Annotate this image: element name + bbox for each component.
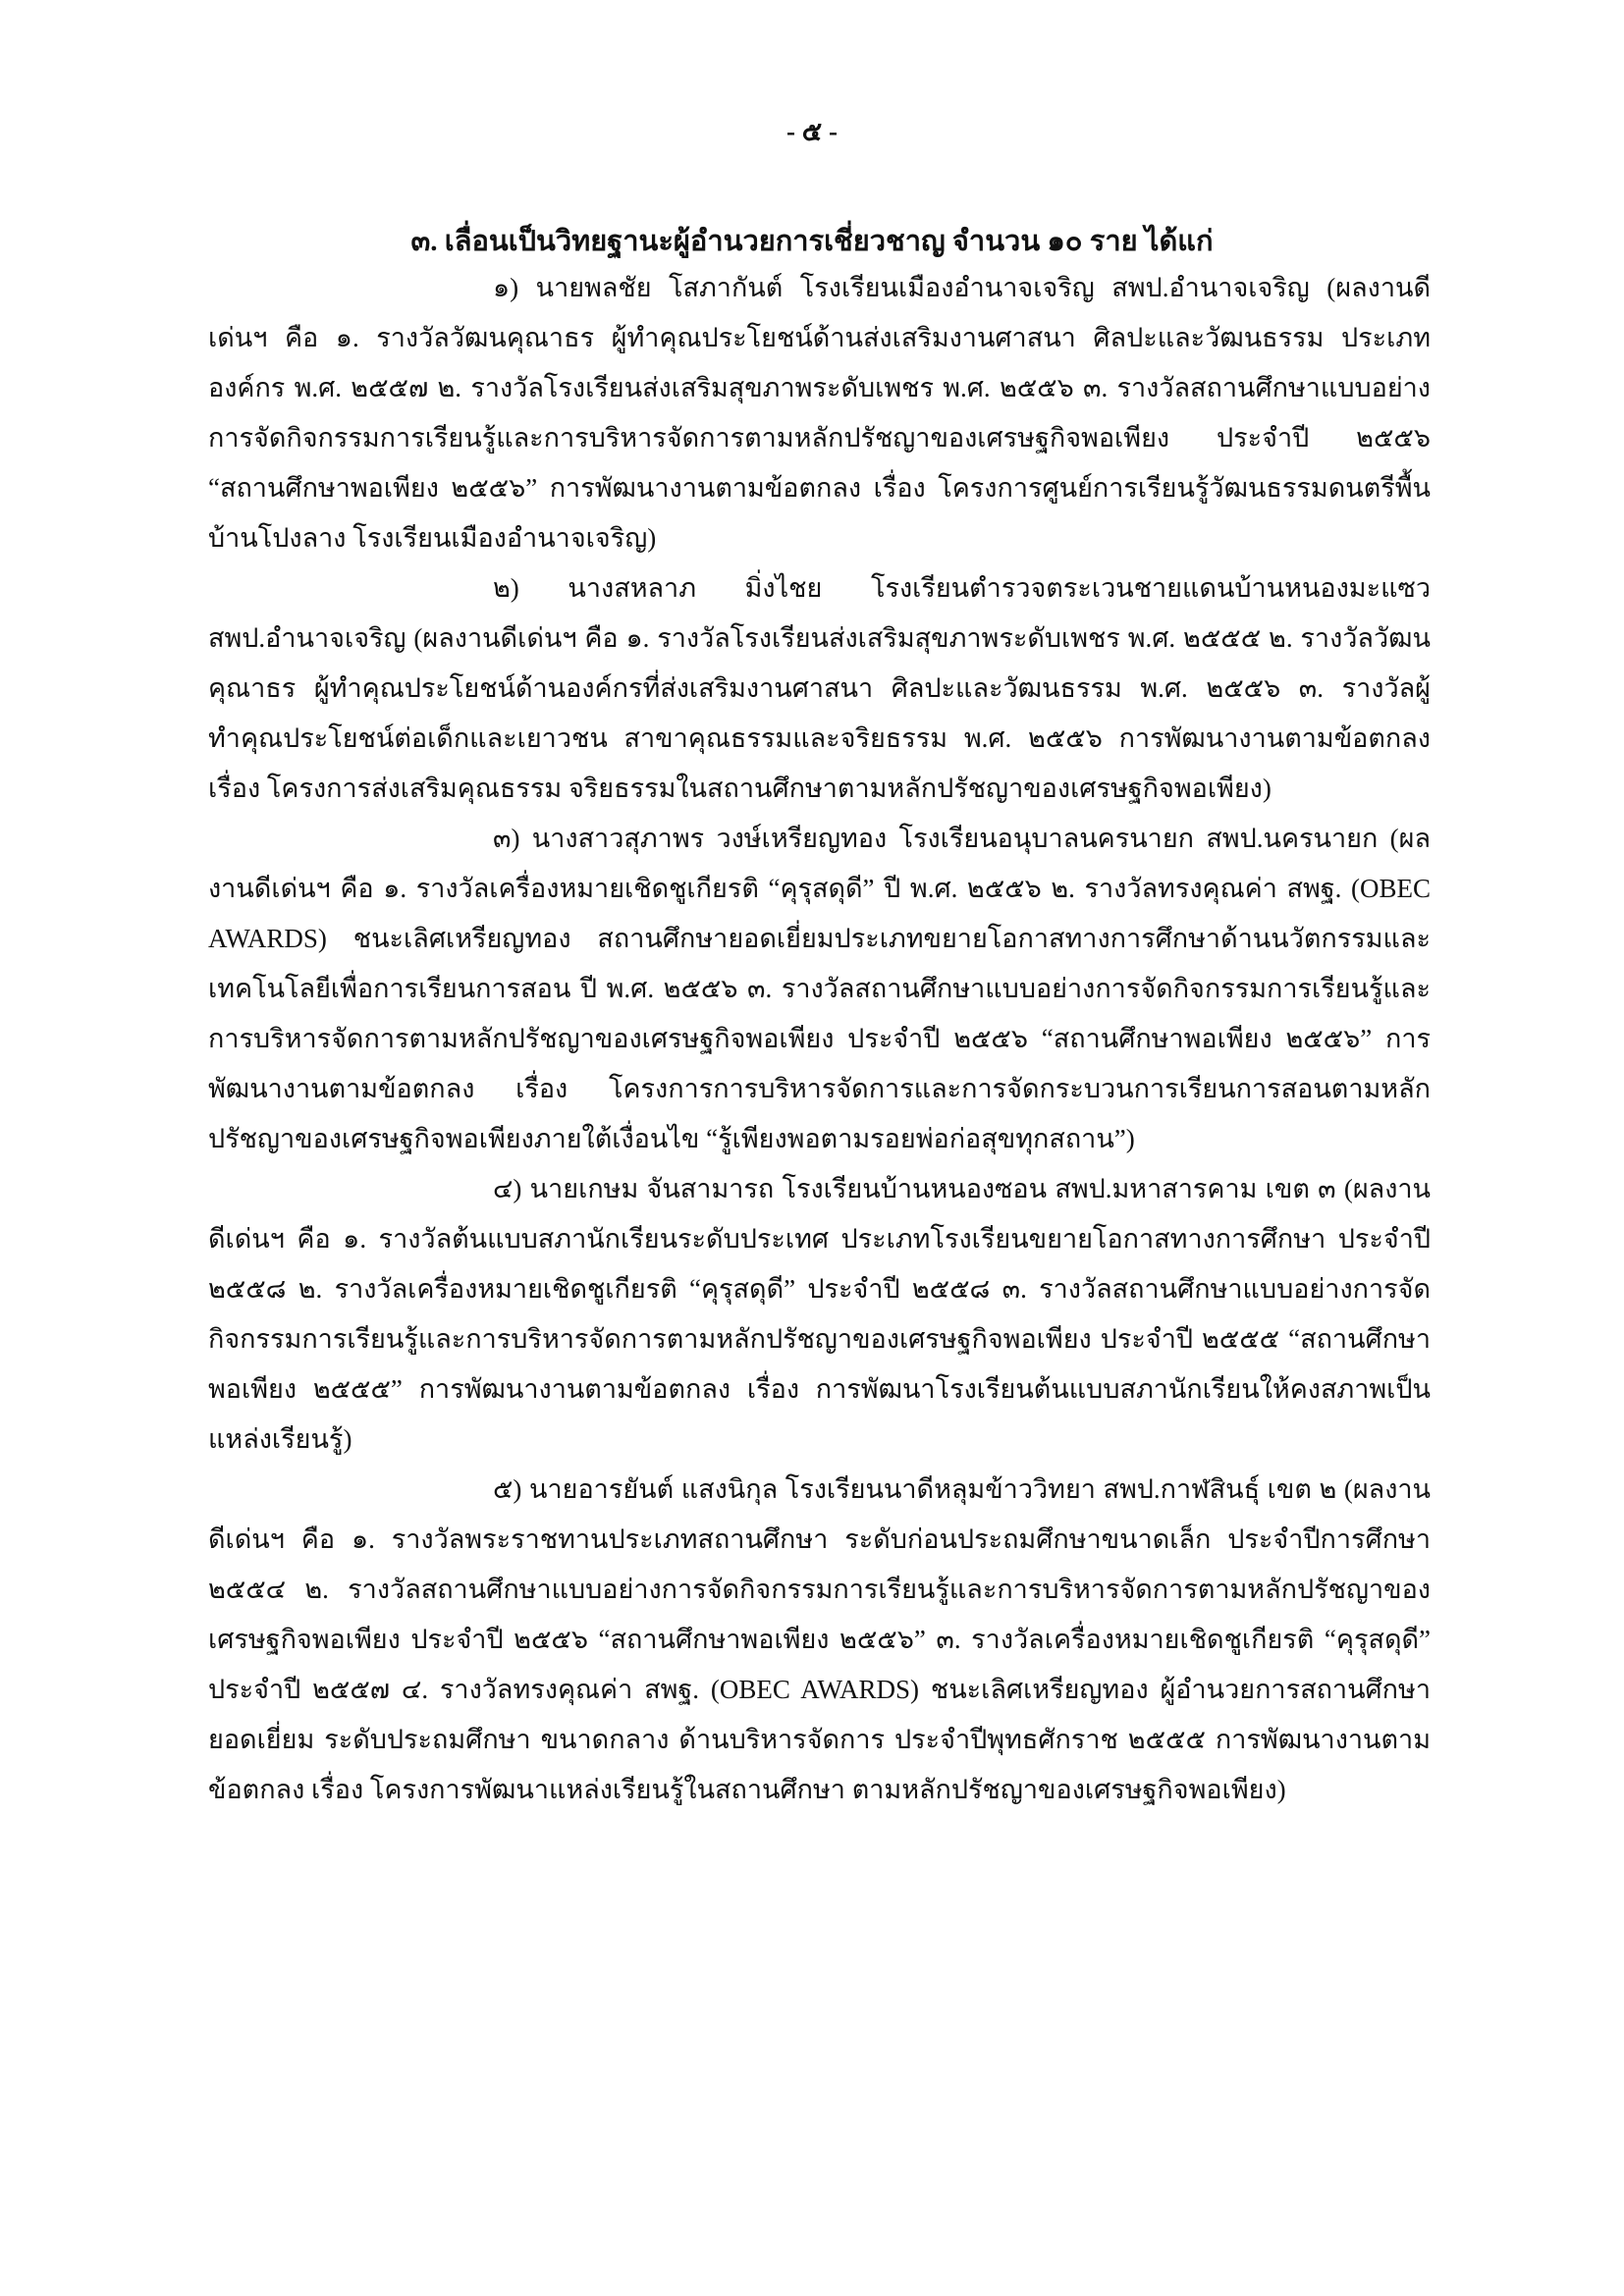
entry-3: ๓) นางสาวสุภาพร วงษ์เหรียญทอง โรงเรียนอนุบาลนครนายก สพป.นครนายก (ผลงานดีเด่นฯ คือ ๑. รางวัลเครื่องหมายเชิดชูเกียรติ “คุรุสดุดี” ปี พ.ศ. ๒๕๕๖ ๒. รางวัลทรงคุณค่า สพฐ. (OBEC AWARDS) ชนะเลิศเหรียญทอง สถานศึกษายอดเยี่ยมประเภทขยายโอกาสทางการศึกษาด้านนวัตกรรมและเทคโนโลยีเพื่อการเรียนการสอน ปี พ.ศ. ๒๕๕๖ ๓. รางวัลสถานศึกษาแบบอย่างการจัดกิจกรรมการเรียนรู้และการบริหารจัดการตามหลักปรัชญาของเศรษฐกิจพอเพียง ประจำปี ๒๕๕๖ “สถานศึกษาพอเพียง ๒๕๕๖” การพัฒนางานตามข้อตกลง เรื่อง โครงการการบริหารจัดการและการจัดกระบวนการเรียนการสอนตามหลักปรัชญาของเศรษฐกิจพอเพียงภายใต้เงื่อนไข “รู้เพียงพอตามรอยพ่อก่อสุขทุกสถาน”) xyxy=(208,824,1431,1153)
entry-4: ๔) นายเกษม จันสามารถ โรงเรียนบ้านหนองซอน สพป.มหาสารคาม เขต ๓ (ผลงานดีเด่นฯ คือ ๑. รางวัลต้นแบบสภานักเรียนระดับประเทศ ประเภทโรงเรียนขยายโอกาสทางการศึกษา ประจำปี ๒๕๕๘ ๒. รางวัลเครื่องหมายเชิดชูเกียรติ “คุรุสดุดี” ประจำปี ๒๕๕๘ ๓. รางวัลสถานศึกษาแบบอย่างการจัดกิจกรรมการเรียนรู้และการบริหารจัดการตามหลักปรัชญาของเศรษฐกิจพอเพียง ประจำปี ๒๕๕๕ “สถานศึกษาพอเพียง ๒๕๕๕” การพัฒนางานตามข้อตกลง เรื่อง การพัฒนาโรงเรียนต้นแบบสภานักเรียนให้คงสภาพเป็นแหล่งเรียนรู้) xyxy=(208,1174,1431,1454)
entry-5: ๕) นายอารยันต์ แสงนิกุล โรงเรียนนาดีหลุมข้าววิทยา สพป.กาฬสินธุ์ เขต ๒ (ผลงานดีเด่นฯ คือ ๑. รางวัลพระราชทานประเภทสถานศึกษา ระดับก่อนประถมศึกษาขนาดเล็ก ประจำปีการศึกษา ๒๕๕๔ ๒. รางวัลสถานศึกษาแบบอย่างการจัดกิจกรรมการเรียนรู้และการบริหารจัดการตามหลักปรัชญาของเศรษฐกิจพอเพียง ประจำปี ๒๕๕๖ “สถานศึกษาพอเพียง ๒๕๕๖” ๓. รางวัลเครื่องหมายเชิดชูเกียรติ “คุรุสดุดี” ประจำปี ๒๕๕๗ ๔. รางวัลทรงคุณค่า สพฐ. (OBEC AWARDS) ชนะเลิศเหรียญทอง ผู้อำนวยการสถานศึกษายอดเยี่ยม ระดับประถมศึกษา ขนาดกลาง ด้านบริหารจัดการ ประจำปีพุทธศักราช ๒๕๕๕ การพัฒนางานตามข้อตกลง เรื่อง โครงการพัฒนาแหล่งเรียนรู้ในสถานศึกษา ตามหลักปรัชญาของเศรษฐกิจพอเพียง) xyxy=(208,1474,1431,1804)
page-number: - ๕ - xyxy=(786,117,838,146)
entry-2: ๒) นางสหลาภ มิ่งไชย โรงเรียนตำรวจตระเวนชายแดนบ้านหนองมะแซว สพป.อำนาจเจริญ (ผลงานดีเด่นฯ คือ ๑. รางวัลโรงเรียนส่งเสริมสุขภาพระดับเพชร พ.ศ. ๒๕๕๕ ๒. รางวัลวัฒนคุณาธร ผู้ทำคุณประโยชน์ด้านองค์กรที่ส่งเสริมงานศาสนา ศิลปะและวัฒนธรรม พ.ศ. ๒๕๕๖ ๓. รางวัลผู้ทำคุณประโยชน์ต่อเด็กและเยาวชน สาขาคุณธรรมและจริยธรรม พ.ศ. ๒๕๕๖ การพัฒนางานตามข้อตกลง เรื่อง โครงการส่งเสริมคุณธรรม จริยธรรมในสถานศึกษาตามหลักปรัชญาของเศรษฐกิจพอเพียง) xyxy=(208,573,1431,803)
section-heading: ๓. เลื่อนเป็นวิทยฐานะผู้อำนวยการเชี่ยวชาญ จำนวน ๑๐ ราย ได้แก่ xyxy=(410,226,1214,257)
entry-1: ๑) นายพลชัย โสภากันต์ โรงเรียนเมืองอำนาจเจริญ สพป.อำนาจเจริญ (ผลงานดีเด่นฯ คือ ๑. รางวัลวัฒนคุณาธร ผู้ทำคุณประโยชน์ด้านส่งเสริมงานศาสนา ศิลปะและวัฒนธรรม ประเภทองค์กร พ.ศ. ๒๕๕๗ ๒. รางวัลโรงเรียนส่งเสริมสุขภาพระดับเพชร พ.ศ. ๒๕๕๖ ๓. รางวัลสถานศึกษาแบบอย่างการจัดกิจกรรมการเรียนรู้และการบริหารจัดการตามหลักปรัชญาของเศรษฐกิจพอเพียง ประจำปี ๒๕๕๖ “สถานศึกษาพอเพียง ๒๕๕๖” การพัฒนางานตามข้อตกลง เรื่อง โครงการศูนย์การเรียนรู้วัฒนธรรมดนตรีพื้นบ้านโปงลาง โรงเรียนเมืองอำนาจเจริญ) xyxy=(208,273,1431,553)
entry-list xyxy=(208,263,1431,1815)
